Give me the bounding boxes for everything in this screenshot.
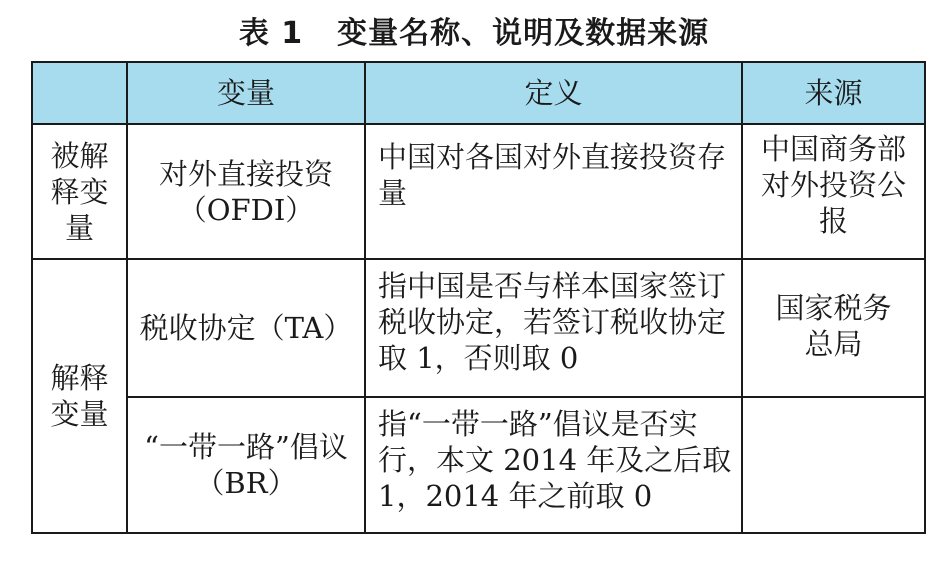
table-row: [32, 259, 925, 397]
header-source: 来源: [742, 62, 925, 124]
definition-cell: [365, 259, 742, 397]
category-cell: [32, 259, 127, 533]
variable-ta: 税收协定（TA）: [139, 311, 353, 345]
source-ta: 国家税务总局: [775, 291, 892, 361]
table-caption: 变量名称、说明及数据来源: [337, 16, 710, 51]
definition-cell: [365, 397, 742, 533]
variable-br: “一带一路”倡议（BR）: [144, 430, 348, 500]
header-variable: 变量: [127, 62, 365, 124]
category-dependent: 被解释变量: [50, 138, 109, 245]
variables-table: [31, 61, 926, 534]
definition-cell: [365, 124, 742, 259]
source-cell: [742, 124, 925, 259]
definition-ofdi: 中国对各国对外直接投资存量: [378, 140, 727, 210]
variable-ofdi: 对外直接投资（OFDI）: [158, 156, 333, 227]
category-cell: [32, 124, 127, 259]
variable-cell: [127, 397, 365, 533]
category-independent: 解释变量: [50, 361, 109, 431]
definition-ta: 指中国是否与样本国家签订税收协定，若签订税收协定取 1，否则取 0: [378, 269, 727, 375]
header-blank: [32, 62, 127, 124]
table-row: [32, 124, 925, 259]
source-cell: [742, 259, 925, 397]
table-row: [32, 397, 925, 533]
variable-cell: [127, 124, 365, 259]
table-title: [0, 8, 948, 52]
header-row: [32, 62, 925, 124]
source-ofdi: 中国商务部对外投资公报: [760, 132, 906, 238]
header-definition: 定义: [365, 62, 742, 124]
table-number: 表 1: [238, 16, 304, 51]
source-cell: [742, 397, 925, 533]
variable-cell: [127, 259, 365, 397]
definition-br: 指“一带一路”倡议是否实行，本文 2014 年及之后取 1，2014 年之前取 0: [378, 407, 732, 513]
